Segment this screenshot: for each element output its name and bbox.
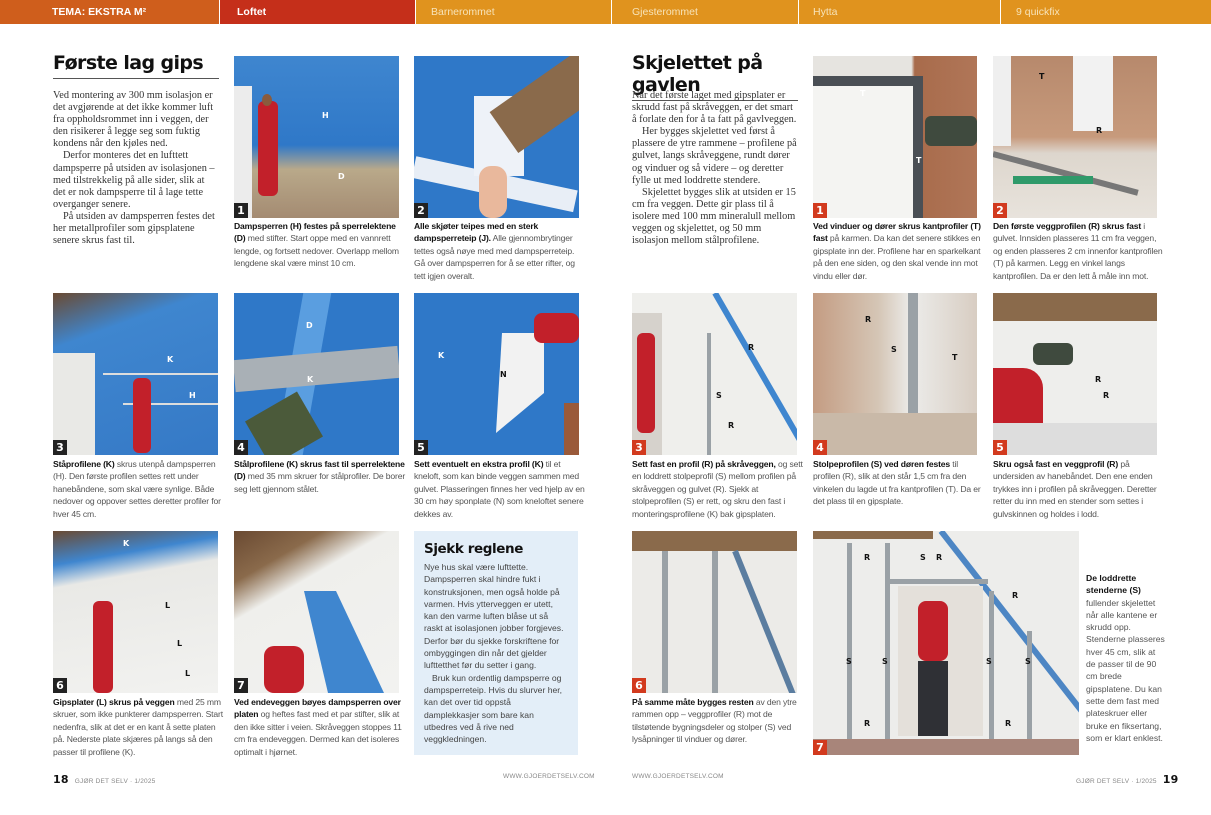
photo-left-7 (234, 531, 399, 693)
photo-right-4 (813, 293, 977, 455)
step-caption-text: til profilen (R), slik at den står 1,5 cm fra den vinkelen du lagde ut fra kantprofilen (T). Da er det plass til en gipsplate. (813, 459, 981, 507)
right-intro-paragraph: Når det første laget med gipsplater er skrudd fast på skråveggen, er det smart å forlate den for å ta fatt på gavlveggen. (632, 90, 797, 126)
step-number: 4 (234, 440, 248, 455)
step-caption-text: Alle gjennombrytinger tettes også nøye med med dampsperreteip. Gå over dampsperren for å se etter rifter, og tett igjen overalt. (414, 233, 575, 281)
step-caption (234, 458, 406, 495)
step-caption-lead: Ved vinduer og dører skrus kantprofiler (T) fast (813, 221, 981, 244)
step-caption-lead: Ved endeveggen bøyes dampsperren over platen (234, 697, 401, 720)
photo-label: H (189, 391, 196, 400)
step-number: 1 (813, 203, 827, 218)
step-caption (414, 220, 586, 282)
magazine-issue: GJØR DET SELV · 1/2025 (1076, 778, 1157, 785)
photo-label: D (338, 172, 345, 181)
left-intro-paragraph: Ved montering av 300 mm isolasjon er det avgjørende at det ikke kommer luft fra oppholdsrommet inn i veggen, der den risikerer å legge seg som fuktig kondens når den kjøles ned. (53, 90, 214, 150)
photo-label: L (165, 601, 171, 610)
nav-tab-theme[interactable]: TEMA: EKSTRA M² (0, 0, 220, 24)
photo-label: S (920, 553, 926, 562)
tip-box-paragraph: Nye hus skal være lufttette. Dampsperren skal hindre fukt i konstruksjonen, men også holde på varmen. Hvis ytterveggen er utett, kan den varme luften blåse ut så raskt at isolasjonen jobber forgjeves. Derfor bør du sjekke forskriftene for ombyggingen din når det gjelder lufttetthet før du setter i gang. (424, 562, 564, 671)
step-number: 2 (414, 203, 428, 218)
photo-label: R (1005, 719, 1012, 728)
photo-label: N (500, 370, 507, 379)
step-caption-lead: På samme måte bygges resten (632, 697, 754, 707)
step-number: 7 (813, 740, 827, 755)
photo-label: R (1103, 391, 1110, 400)
right-footer (1076, 773, 1178, 786)
nav-tab-barnerommet[interactable]: Barnerommet (416, 0, 612, 24)
photo-left-4 (234, 293, 399, 455)
photo-label: R (1012, 591, 1019, 600)
photo-label: K (307, 375, 314, 384)
photo-right-2 (993, 56, 1157, 218)
step-caption-lead: Ståprofilene (K) (53, 459, 115, 469)
step-number: 3 (632, 440, 646, 455)
nav-tab-gjesterommet[interactable]: Gjesterommet (612, 0, 799, 24)
step-caption-lead: De loddrette stenderne (S) (1086, 573, 1141, 596)
nav-tab-hytta[interactable]: Hytta (799, 0, 1001, 24)
page-number: 19 (1162, 773, 1179, 786)
step-caption (632, 696, 804, 746)
footer-url[interactable]: WWW.GJOERDETSELV.COM (503, 773, 595, 780)
step-caption (53, 696, 225, 758)
section-nav (0, 0, 1211, 24)
step-caption (813, 458, 985, 508)
step-caption-text: på undersiden av hanebåndet. Den ene enden trykkes inn i profilen på skråveggen. Deretter retter du inn med en stender som settes i gulvskinnen og holdes i lodd. (993, 459, 1157, 519)
left-intro-paragraph: På utsiden av dampsperren festes det her metallprofiler som gipsplatene senere skrus fast til. (53, 210, 215, 247)
tip-box-title: Sjekk reglene (424, 541, 523, 557)
step-caption-lead: Dampsperren (H) festes på sperrelektene (D) (234, 221, 396, 244)
photo-label: T (1039, 72, 1045, 81)
step-number: 7 (234, 678, 248, 693)
step-caption-text: av den ytre rammen opp – veggprofiler (R) mot de tilstøtende bygningsdeler og stolper (S) ved lysåpninger til vinduer og dører. (632, 697, 797, 745)
step-caption-lead: Alle skjøter teipes med en sterk dampsperreteip (J). (414, 221, 539, 244)
photo-label: T (952, 353, 958, 362)
photo-label: R (936, 553, 943, 562)
step-caption-text: med 25 mm skruer, som ikke punkterer dampsperren. Start nedenfra, slik at det er en kant å sette platen på. Nederste plate skjæres på langs så den passer til profilene (K). (53, 697, 223, 757)
photo-label: R (1095, 375, 1102, 384)
step-caption-text: til et kneloft, som kan binde veggen sammen med gulvet. Plasseringen finnes her ved hjelp av en 30 cm høy sponplate (N) som kneloftet senere dekkes av. (414, 459, 585, 519)
left-intro-paragraph: Derfor monteres det en lufttett dampsperre på utsiden av isolasjonen – med tilstrekkelig på alle sider, slik at det er nok dampsperre til å lage tette overganger senere. (53, 150, 215, 210)
step-caption-text: fullender skjelettet når alle kantene er skrudd opp. Stenderne plasseres hver 45 cm, slik at de passer til de 90 cm brede gipsplatene. Du kan sette dem fast med plateskruer eller bruke en fiksertang, som er klart enklest. (1086, 597, 1165, 743)
photo-label: R (864, 553, 871, 562)
step-number: 6 (632, 678, 646, 693)
photo-label: S (891, 345, 897, 354)
left-footer (53, 773, 155, 786)
photo-label: H (322, 111, 329, 120)
photo-right-1 (813, 56, 977, 218)
photo-label: S (882, 657, 888, 666)
step-caption-lead: Sett fast en profil (R) på skråveggen, (632, 459, 776, 469)
right-intro-paragraph: Skjelettet bygges slik at utsiden er 15 cm fra veggen. Dette gir plass til å isolere med 100 mm mineralull mellom veggen og skjelettet, og 50 mm isolasjon mellom stålprofilene. (632, 186, 796, 247)
nav-tab-loftet[interactable]: Loftet (220, 0, 416, 24)
step-caption (234, 220, 404, 270)
step-number: 4 (813, 440, 827, 455)
photo-label: S (986, 657, 992, 666)
photo-left-3 (53, 293, 218, 455)
step-caption-lead: Gipsplater (L) skrus på veggen (53, 697, 175, 707)
footer-url[interactable]: WWW.GJOERDETSELV.COM (632, 773, 724, 780)
magazine-issue: GJØR DET SELV · 1/2025 (74, 778, 156, 785)
photo-label: T (860, 89, 866, 98)
photo-label: S (846, 657, 852, 666)
photo-left-5 (414, 293, 579, 455)
step-caption (1086, 572, 1166, 744)
photo-right-6 (632, 531, 797, 693)
step-caption-text: med stifter. Start oppe med en vannrett lengde, og fortsett nedover. Overlapp mellom lengdene skal være minst 10 cm. (234, 233, 399, 269)
photo-label: R (728, 421, 735, 430)
nav-tab-quickfix[interactable]: 9 quickfix (1001, 0, 1211, 24)
photo-label: L (185, 669, 191, 678)
step-caption-text: og sett en loddrett stolpeprofil (S) mellom profilen på skråveggen og gulvet (R). Sjekk at stolpeprofilen (S) er rett, og skru den fast i monteringsprofilene (K) bak gipsplaten. (632, 459, 803, 519)
right-intro (632, 90, 798, 247)
left-intro (53, 90, 219, 247)
step-caption-text: og heftes fast med et par stifter, slik at den ikke sitter i veien. Skråveggen stoppes 11 cm fra endeveggen. Dermed kan det isoleres optimalt i hjørnet. (234, 709, 402, 757)
photo-label: K (167, 355, 174, 364)
photo-label: S (1025, 657, 1031, 666)
step-caption (234, 696, 406, 758)
step-caption-lead: Skru også fast en veggprofil (R) (993, 459, 1119, 469)
step-caption-lead: Sett eventuelt en ekstra profil (K) (414, 459, 544, 469)
step-caption (632, 458, 804, 520)
photo-label: R (864, 719, 871, 728)
photo-label: S (716, 391, 722, 400)
step-number: 6 (53, 678, 67, 693)
step-caption (53, 458, 225, 520)
step-caption (993, 458, 1165, 520)
step-number: 3 (53, 440, 67, 455)
photo-left-1 (234, 56, 399, 218)
step-caption-text: med 35 mm skruer for stålprofiler. De borer seg lett gjennom stålet. (234, 471, 406, 494)
step-caption (414, 458, 586, 520)
photo-label: R (748, 343, 755, 352)
step-caption-text: skrus utenpå dampsperren (H). Den første profilen settes rett under hanebåndene, som skal være synlige. Både nedover og oppover settes deretter profiler for hver 45 cm. (53, 459, 221, 519)
photo-label: T (916, 156, 922, 165)
step-caption (993, 220, 1165, 282)
step-caption-lead: Den første veggprofilen (R) skrus fast (993, 221, 1142, 231)
step-number: 1 (234, 203, 248, 218)
step-caption-lead: Stålprofilene (K) skrus fast til sperrelektene (D) (234, 459, 405, 482)
photo-left-2 (414, 56, 579, 218)
step-number: 5 (414, 440, 428, 455)
step-caption-text: i gulvet. Innsiden plasseres 11 cm fra veggen, og enden plasseres 2 cm innenfor kantprofilen (T) på karmen. Legg en vinkel langs kantprofilen. Da er den lett å måle inn mot. (993, 221, 1163, 281)
photo-label: R (865, 315, 872, 324)
photo-label: K (123, 539, 130, 548)
step-number: 2 (993, 203, 1007, 218)
right-page-title: Skjelettet på gavlen (632, 52, 798, 101)
photo-right-5 (993, 293, 1157, 455)
photo-label: L (177, 639, 183, 648)
tip-box (414, 531, 578, 755)
photo-right-3 (632, 293, 797, 455)
photo-label: K (438, 351, 445, 360)
left-page-title: Første lag gips (53, 52, 219, 79)
photo-left-6 (53, 531, 218, 693)
step-caption (813, 220, 985, 282)
photo-label: D (306, 321, 313, 330)
step-caption-text: på karmen. Da kan det senere stikkes en gipsplate inn der. Profilene har en sparkelkant på den ene siden, og den skal vende inn mot vindu eller dør. (813, 233, 981, 281)
right-intro-paragraph: Her bygges skjelettet ved først å plassere de ytre rammene – profilene på gulvet, langs skråveggene, rundt dører og vinduer og så videre – og deretter fylle ut med loddrette stendere. (632, 126, 797, 186)
step-number: 5 (993, 440, 1007, 455)
photo-right-7 (813, 531, 1079, 755)
step-caption-lead: Stolpeprofilen (S) ved døren festes (813, 459, 951, 469)
tip-box-paragraph: Bruk kun ordentlig dampsperre og dampsperreteip. Hvis du slurver her, kan det over tid oppstå damplekkasjer som bare kan utbedres ved å rive ned veggkledningen. (424, 672, 563, 745)
photo-label: R (1096, 126, 1103, 135)
page-number: 18 (53, 773, 69, 786)
